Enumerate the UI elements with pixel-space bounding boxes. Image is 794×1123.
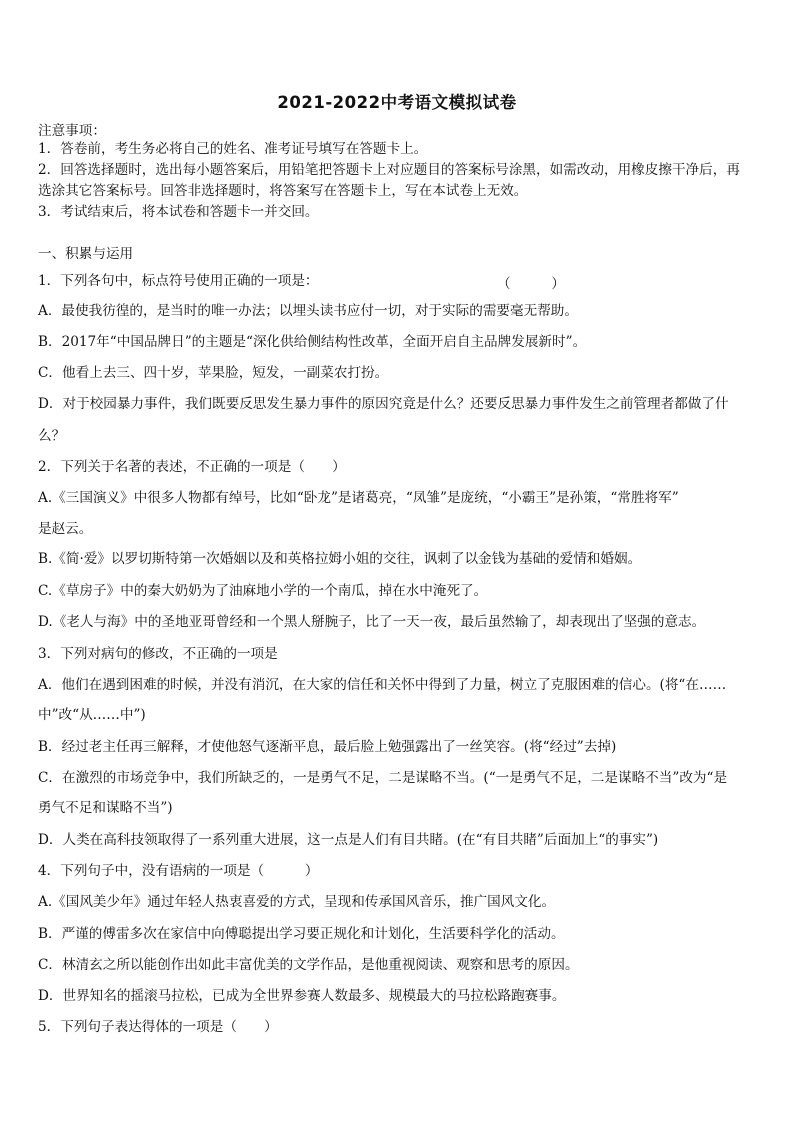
question-3-option-a: A．他们在遇到困难的时候，并没有消沉，在大家的信任和关怀中得到了力量，树立了克服困难的信心。(将“在…… <box>38 677 727 693</box>
question-4-option-d: D．世界知名的摇滚马拉松，已成为全世界参赛人数最多、规模最大的马拉松路跑赛事。 <box>38 988 566 1004</box>
question-1-option-b: B．2017年“中国品牌日”的主题是“深化供给侧结构性改革，全面开启自主品牌发展新时”。 <box>38 334 587 350</box>
page-title: 2021-2022中考语文模拟试卷 <box>277 93 517 112</box>
question-3-option-d: D．人类在高科技领取得了一系列重大进展，这一点是人们有目共睹。(在“有目共睹”后面加上“的事实”) <box>38 832 659 848</box>
notice-item: 3．考试结束后，将本试卷和答题卡一并交回。 <box>38 204 319 220</box>
question-2-option-c: C.《草房子》中的秦大奶奶为了油麻地小学的一个南瓜，掉在水中淹死了。 <box>38 583 488 599</box>
question-1-option-a: A．最使我彷徨的，是当时的唯一办法；以埋头读书应付一切，对于实际的需要毫无帮助。 <box>38 303 578 319</box>
question-3-option-c-cont: 勇气不足和谋略不当”) <box>38 800 173 816</box>
question-4-option-c: C．林清玄之所以能创作出如此丰富优美的文学作品，是他重视阅读、观察和思考的原因。 <box>38 957 579 973</box>
notice-item: 选涂其它答案标号。回答非选择题时，将答案写在答题卡上，写在本试卷上无效。 <box>38 183 528 199</box>
question-2-option-a: A.《三国演义》中很多人物都有绰号，比如“卧龙”是诸葛亮，“凤雏”是庞统，“小霸王”是孙策，“常胜将军” <box>38 490 679 506</box>
question-2-stem: 2．下列关于名著的表述，不正确的一项是（ ） <box>38 459 346 475</box>
question-3-stem: 3．下列对病句的修改，不正确的一项是 <box>38 646 278 662</box>
question-4-stem: 4．下列句子中，没有语病的一项是（ ） <box>38 863 319 879</box>
notice-item: 2．回答选择题时，选出每小题答案后，用铅笔把答题卡上对应题目的答案标号涂黑，如需改动，用橡皮擦干净后，再 <box>38 162 740 178</box>
question-5-stem: 5．下列句子表达得体的一项是（ ） <box>38 1019 278 1035</box>
question-2-option-a-cont: 是赵云。 <box>38 521 93 537</box>
question-3-option-c: C．在激烈的市场竞争中，我们所缺乏的，一是勇气不足，二是谋略不当。(“一是勇气不足，二是谋略不当”改为“是 <box>38 770 728 786</box>
notice-item: 1．答卷前，考生务必将自己的姓名、准考证号填写在答题卡上。 <box>38 141 428 157</box>
question-3-option-a-cont: 中”改“从……中”) <box>38 707 146 723</box>
question-4-option-b: B．严谨的傅雷多次在家信中向傅聪提出学习要正规化和计划化，生活要科学化的活动。 <box>38 926 565 942</box>
question-4-option-a: A.《国风美少年》通过年轻人热衷喜爱的方式，呈现和传承国风音乐，推广国风文化。 <box>38 894 556 910</box>
question-3-option-b: B．经过老主任再三解释，才使他怒气逐渐平息，最后脸上勉强露出了一丝笑容。(将“经过”去掉) <box>38 739 617 755</box>
question-1-option-d: D．对于校园暴力事件，我们既要反思发生暴力事件的原因究竟是什么？还要反思暴力事件发生之前管理者都做了什 <box>38 396 729 412</box>
question-1-option-d-cont: 么？ <box>38 428 66 444</box>
notice-heading: 注意事项： <box>38 123 106 139</box>
question-2-option-b: B.《简·爱》以罗切斯特第一次婚姻以及和英格拉姆小姐的交往，讽刺了以金钱为基础的爱情和婚姻。 <box>38 551 642 567</box>
answer-parenthesis: （ ） <box>497 276 565 292</box>
section-title: 一、积累与运用 <box>38 246 134 262</box>
question-2-option-d: D.《老人与海》中的圣地亚哥曾经和一个黑人掰腕子，比了一天一夜，最后虽然输了，却表现出了坚强的意志。 <box>38 614 706 630</box>
question-1-stem: 1．下列各句中，标点符号使用正确的一项是： <box>38 273 319 289</box>
question-1-option-c: C．他看上去三、四十岁，苹果脸，短发，一副菜农打扮。 <box>38 365 389 381</box>
